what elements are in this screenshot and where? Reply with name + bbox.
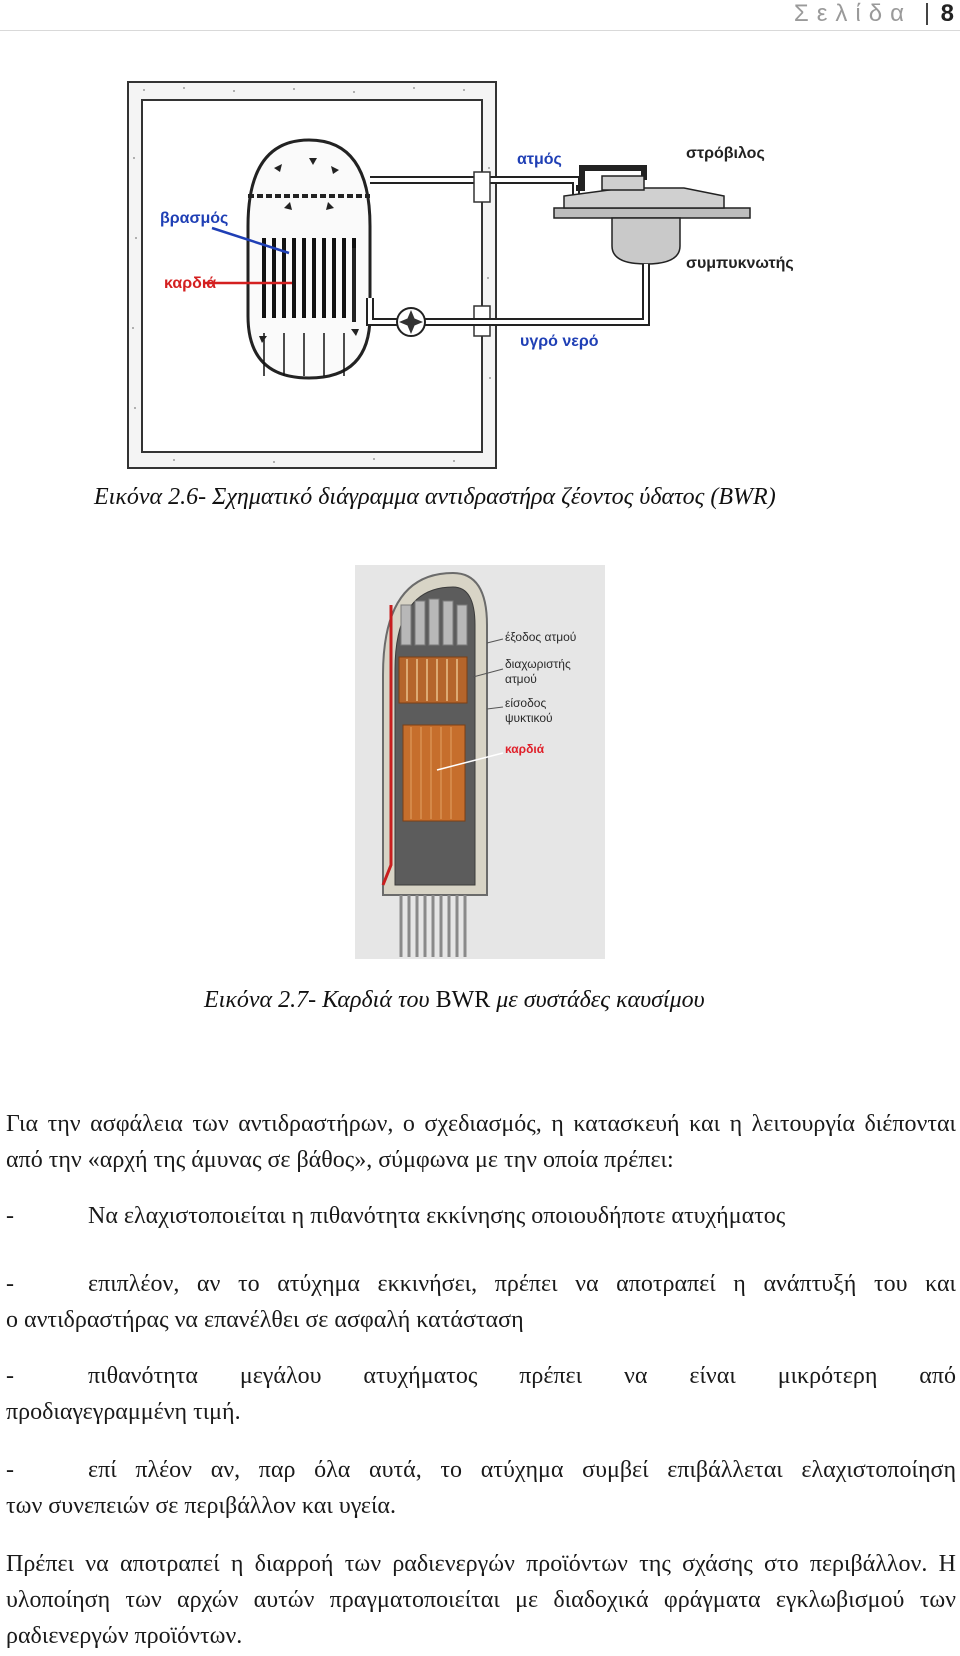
label-steam: ατμός: [517, 151, 562, 168]
figure-2-7-caption: [204, 987, 705, 1014]
caption-bwr: BWR: [435, 987, 491, 1013]
bwr-schematic-figure: [124, 78, 844, 473]
bullet-item-1: [6, 1198, 956, 1234]
label-coolant-inlet-1: είσοδος: [505, 696, 547, 710]
bwr-core-figure: [355, 565, 605, 959]
bullet-text-continued: ο αντιδραστήρας να επανέλθει σε ασφαλή κατάσταση: [6, 1307, 524, 1333]
label-liquid-water: υγρό νερό: [520, 333, 599, 350]
turbine-deck: [554, 208, 750, 218]
bullet-item-2: [6, 1266, 956, 1338]
label-core-cutaway: καρδιά: [505, 742, 545, 756]
page-label: Σελίδα: [793, 0, 912, 27]
reactor-vessel: [248, 140, 370, 378]
label-turbine: στρόβιλος: [686, 145, 765, 162]
caption-part-a: Εικόνα 2.7- Καρδιά του: [204, 987, 436, 1013]
label-steam-outlet: έξοδος ατμού: [505, 630, 577, 644]
bullet-text: επί πλέον αν, παρ όλα αυτά, το ατύχημα συμβεί επιβάλλεται ελαχιστοποίηση: [88, 1457, 956, 1483]
caption-part-c: με συστάδες καυσίμου: [490, 987, 705, 1013]
bullet-dash: -: [6, 1203, 14, 1229]
bullet-text-continued: των συνεπειών σε περιβάλλον και υγεία.: [6, 1493, 396, 1519]
bullet-dash: -: [6, 1457, 14, 1483]
label-core: καρδιά: [164, 275, 217, 292]
header-divider: [926, 3, 928, 25]
label-steam-separator-2: ατμού: [505, 672, 537, 686]
label-steam-separator-1: διαχωριστής: [505, 657, 571, 671]
label-boiling: βρασμός: [160, 210, 229, 227]
bullet-text-continued: προδιαγεγραμμένη τιμή.: [6, 1399, 241, 1425]
fuel-assemblies: [403, 725, 465, 821]
bullet-text: επιπλέον, αν το ατύχημα εκκινήσει, πρέπει να αποτραπεί η ανάπτυξή του και: [88, 1271, 956, 1297]
bullet-dash: -: [6, 1271, 14, 1297]
bullet-text: πιθανότητα μεγάλου ατυχήματος πρέπει να είναι μικρότερη από: [88, 1363, 956, 1389]
condenser: [612, 218, 680, 264]
bullet-item-4: [6, 1452, 956, 1524]
bullet-text: Να ελαχιστοποιείται η πιθανότητα εκκίνησης οποιουδήποτε ατυχήματος: [88, 1203, 786, 1229]
label-coolant-inlet-2: ψυκτικού: [505, 711, 553, 725]
label-condenser: συμπυκνωτής: [686, 255, 794, 272]
bullet-dash: -: [6, 1363, 14, 1389]
turbine: [564, 188, 724, 208]
closing-paragraph: Πρέπει να αποτραπεί η διαρροή των ραδιενεργών προϊόντων της σχάσης στο περιβάλλον. Η υλοποίηση των αρχών αυτών πραγματοποιείται με διαδοχικά φράγματα εγκλωβισμού των ραδιενεργών προϊόντων.: [6, 1551, 956, 1649]
figure-2-6-caption: Εικόνα 2.6- Σχηματικό διάγραμμα αντιδραστήρα ζέοντος ύδατος (BWR): [94, 484, 776, 510]
page-header: [0, 0, 960, 31]
bwr-core-illustration: [355, 565, 605, 959]
page-number: 8: [940, 0, 954, 27]
bullet-item-3: [6, 1358, 956, 1430]
intro-paragraph: Για την ασφάλεια των αντιδραστήρων, ο σχεδιασμός, η κατασκευή και η λειτουργία διέπονται από την «αρχή της άμυνας σε βάθος», σύμφωνα με την οποία πρέπει:: [6, 1111, 956, 1173]
